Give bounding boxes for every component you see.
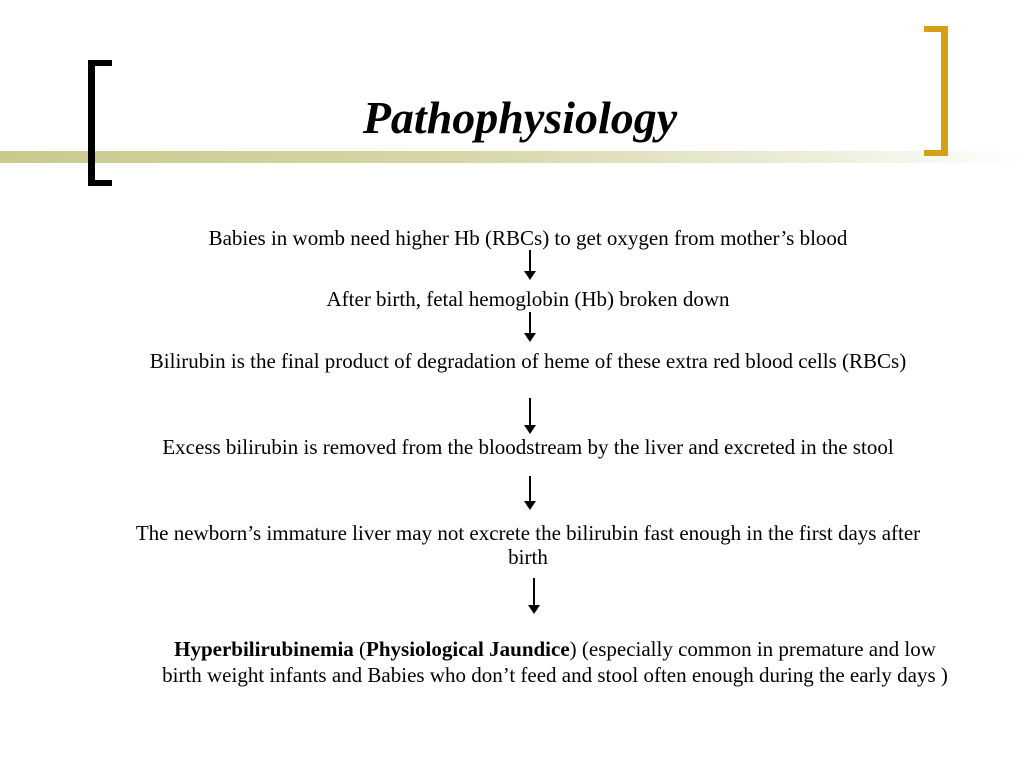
down-arrow-icon bbox=[524, 312, 536, 342]
flow-step-1: Babies in womb need higher Hb (RBCs) to get oxygen from mother’s blood bbox=[208, 226, 848, 250]
right-bracket-decoration bbox=[924, 26, 948, 156]
flow-step-4: Excess bilirubin is removed from the bloodstream by the liver and excreted in the stool bbox=[162, 435, 894, 459]
conclusion-open-paren: ( bbox=[353, 637, 367, 661]
flow-step-3: Bilirubin is the final product of degradation of heme of these extra red blood cells (RBCs) bbox=[149, 349, 907, 373]
left-bracket-decoration bbox=[88, 60, 112, 186]
conclusion-text bbox=[160, 636, 950, 688]
conclusion-alt-term: Physiological Jaundice bbox=[366, 637, 570, 661]
conclusion-detail: ) (especially common in premature and low birth weight infants and Babies who don’t feed and stool often enough during the early days ) bbox=[162, 637, 948, 687]
down-arrow-icon bbox=[524, 398, 536, 434]
flow-step-5: The newborn’s immature liver may not excrete the bilirubin fast enough in the first days after birth bbox=[135, 521, 921, 569]
down-arrow-icon bbox=[524, 476, 536, 510]
down-arrow-icon bbox=[528, 578, 540, 614]
down-arrow-icon bbox=[524, 250, 536, 280]
slide-title: Pathophysiology bbox=[362, 92, 678, 143]
conclusion-term: Hyperbilirubinemia bbox=[174, 637, 354, 661]
flow-step-2: After birth, fetal hemoglobin (Hb) broken down bbox=[326, 287, 730, 311]
title-underline-band bbox=[0, 151, 1024, 163]
